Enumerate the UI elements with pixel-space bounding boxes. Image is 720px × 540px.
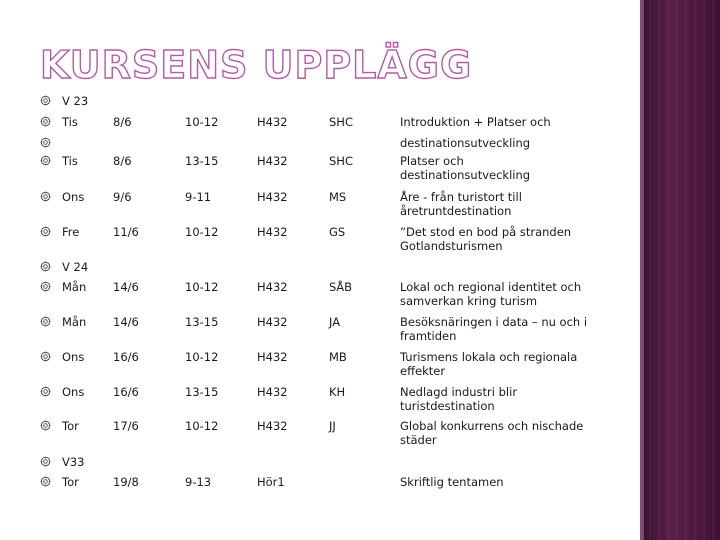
bullet-icon <box>40 281 51 292</box>
schedule-row <box>40 350 600 380</box>
schedule-room: H432 <box>257 419 288 433</box>
schedule-day: Ons <box>62 385 85 399</box>
schedule-row <box>40 280 600 310</box>
bullet-icon <box>40 261 51 272</box>
schedule-date: 14/6 <box>113 280 139 294</box>
schedule-topic: Global konkurrens och nischade städer <box>400 419 584 447</box>
schedule-time: 10-12 <box>185 419 219 433</box>
schedule-topic: Platser och destinationsutveckling <box>400 154 531 182</box>
schedule-time: 13-15 <box>185 385 219 399</box>
schedule-row <box>40 385 600 415</box>
schedule-time: 9-13 <box>185 475 212 489</box>
schedule-room: Hör1 <box>257 475 285 489</box>
schedule-row <box>40 190 600 220</box>
schedule-day: V 24 <box>62 260 89 274</box>
schedule-row <box>40 225 600 255</box>
schedule-day: Ons <box>62 190 85 204</box>
schedule-who: SÅB <box>329 280 353 294</box>
schedule-who: KH <box>329 385 346 399</box>
schedule-day: Mån <box>62 280 87 294</box>
schedule-time: 10-12 <box>185 225 219 239</box>
schedule-who: SHC <box>329 154 353 168</box>
schedule-room: H432 <box>257 280 288 294</box>
schedule-day: V 23 <box>62 94 89 108</box>
bullet-icon <box>40 420 51 431</box>
schedule-date: 8/6 <box>113 115 132 129</box>
schedule-time: 10-12 <box>185 115 219 129</box>
schedule-who: JA <box>329 315 341 329</box>
bullet-icon <box>40 137 51 148</box>
bullet-icon <box>40 226 51 237</box>
bullet-icon <box>40 351 51 362</box>
bullet-icon <box>40 155 51 166</box>
schedule-row <box>40 475 600 505</box>
schedule-day: Tor <box>62 475 79 489</box>
bullet-icon <box>40 456 51 467</box>
bullet-icon <box>40 316 51 327</box>
schedule-who: MS <box>329 190 347 204</box>
schedule-room: H432 <box>257 154 288 168</box>
schedule-topic: Besöksnäringen i data – nu och i framtiden <box>400 315 588 343</box>
schedule-time: 10-12 <box>185 280 219 294</box>
schedule-topic: Skriftlig tentamen <box>400 475 504 489</box>
schedule-date: 17/6 <box>113 419 139 433</box>
schedule-who: JJ <box>329 419 336 433</box>
bullet-icon <box>40 191 51 202</box>
schedule-date: 16/6 <box>113 385 139 399</box>
schedule-room: H432 <box>257 315 288 329</box>
side-decoration-stripes <box>640 0 720 540</box>
schedule-day: Ons <box>62 350 85 364</box>
schedule-who: SHC <box>329 115 353 129</box>
schedule-room: H432 <box>257 385 288 399</box>
bullet-icon <box>40 116 51 127</box>
schedule-room: H432 <box>257 190 288 204</box>
schedule-day: Fre <box>62 225 80 239</box>
schedule-topic: ”Det stod en bod på stranden Gotlandsturismen <box>400 225 572 253</box>
schedule-room: H432 <box>257 115 288 129</box>
schedule-day: Tis <box>62 154 78 168</box>
schedule-date: 19/8 <box>113 475 139 489</box>
schedule-time: 13-15 <box>185 315 219 329</box>
schedule-topic: Introduktion + Platser och <box>400 115 551 129</box>
bullet-icon <box>40 386 51 397</box>
schedule-time: 10-12 <box>185 350 219 364</box>
schedule-day: Mån <box>62 315 87 329</box>
schedule-time: 9-11 <box>185 190 212 204</box>
schedule-topic: Åre - från turistort till åretruntdestination <box>400 190 522 218</box>
schedule-topic: Lokal och regional identitet och samverkan kring turism <box>400 280 582 308</box>
bullet-icon <box>40 476 51 487</box>
schedule-day: Tis <box>62 115 78 129</box>
schedule-room: H432 <box>257 225 288 239</box>
schedule-topic: Turismens lokala och regionala effekter <box>400 350 578 378</box>
schedule-date: 11/6 <box>113 225 139 239</box>
schedule-row <box>40 154 600 184</box>
schedule-date: 8/6 <box>113 154 132 168</box>
schedule-day: V33 <box>62 455 85 469</box>
schedule-room: H432 <box>257 350 288 364</box>
slide-title: KURSENS UPPLÄGG <box>40 43 473 87</box>
schedule-time: 13-15 <box>185 154 219 168</box>
bullet-icon <box>40 95 51 106</box>
schedule-who: MB <box>329 350 347 364</box>
schedule-day: Tor <box>62 419 79 433</box>
schedule-topic: Nedlagd industri blir turistdestination <box>400 385 518 413</box>
schedule-date: 14/6 <box>113 315 139 329</box>
schedule-topic: destinationsutveckling <box>400 136 531 150</box>
schedule-date: 16/6 <box>113 350 139 364</box>
schedule-date: 9/6 <box>113 190 132 204</box>
schedule-row <box>40 315 600 345</box>
schedule-who: GS <box>329 225 346 239</box>
schedule-row <box>40 419 600 449</box>
